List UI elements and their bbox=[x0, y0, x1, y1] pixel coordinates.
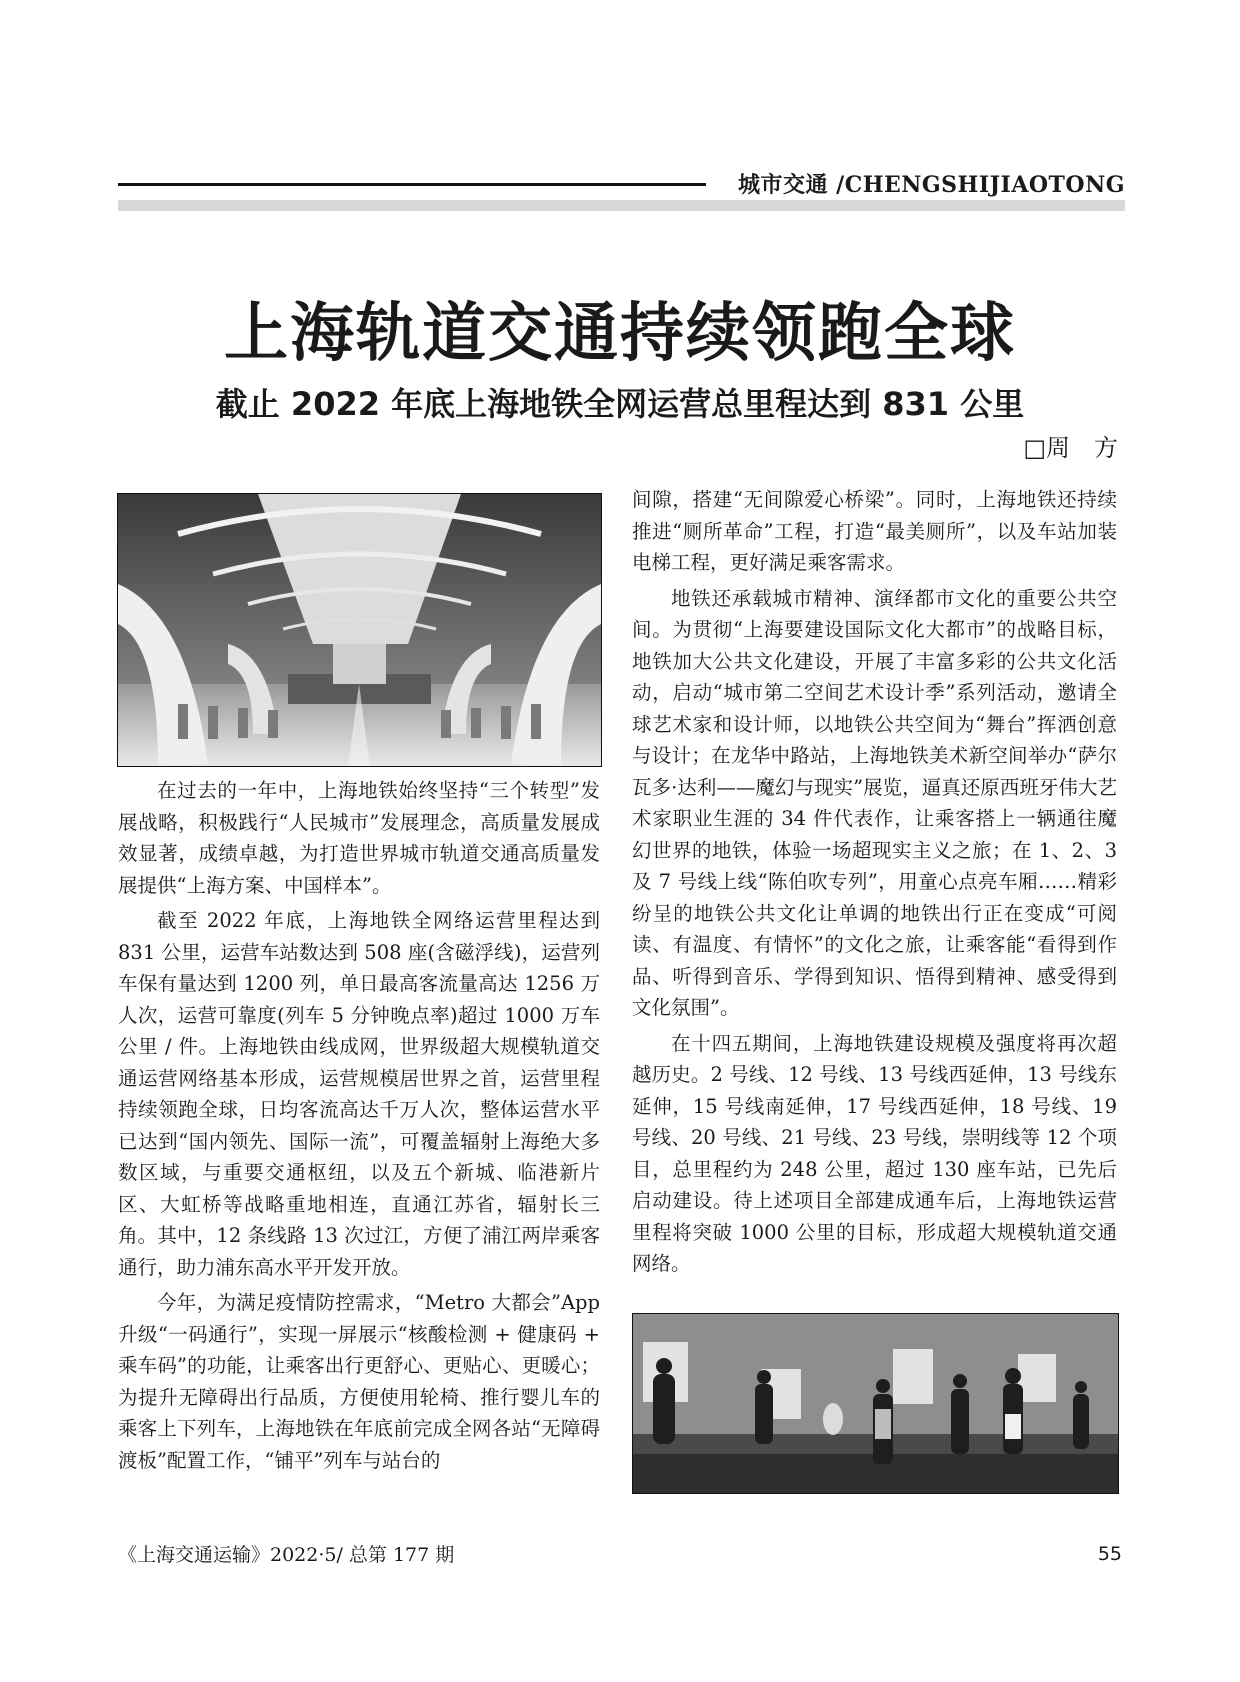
article-author: □周 方 bbox=[1023, 434, 1118, 462]
paragraph: 今年，为满足疫情防控需求，“Metro 大都会”App 升级“一码通行”，实现一屏展示“核酸检测 + 健康码 + 乘车码”的功能，让乘客出行更舒心、更贴心、更暖心；为提升无障碍出行品质，方便使用轮椅、推行婴儿车的乘客上下列车，上海地铁在年底前完成全网各站“无障碍渡板”配置工作，“铺平”列车与站台的 bbox=[118, 1291, 600, 1472]
paragraph: 在十四五期间，上海地铁建设规模及强度将再次超越历史。2 号线、12 号线、13 号线西延伸，13 号线东延伸，15 号线南延伸，17 号线西延伸，18 号线、19 号线、20 号线、21 号线、23 号线，崇明线等 12 个项目，总里程约为 248 公里，超过 130 座车站，已先后启动建设。待上述项目全部建成通车后，上海地铁运营里程将突破 1000 公里的目标，形成超大规模轨道交通网络。 bbox=[632, 1031, 1117, 1275]
right-column bbox=[632, 484, 1117, 1284]
journal-citation: 《上海交通运输》2022·5/ 总第 177 期 bbox=[118, 1544, 455, 1566]
left-column bbox=[118, 775, 600, 1480]
article-title: 上海轨道交通持续领跑全球 bbox=[224, 296, 1016, 371]
page-number: 55 bbox=[1097, 1543, 1122, 1565]
exhibition-photo bbox=[632, 1313, 1119, 1494]
paragraph-continuation: 间隙，搭建“无间隙爱心桥梁”。同时，上海地铁还持续推进“厕所革命”工程，打造“最美厕所”，以及车站加装电梯工程，更好满足乘客需求。 bbox=[632, 488, 1117, 574]
paragraph: 地铁还承载城市精神、演绎都市文化的重要公共空间。为贯彻“上海要建设国际文化大都市”的战略目标，地铁加大公共文化建设，开展了丰富多彩的公共文化活动，启动“城市第二空间艺术设计季”系列活动，邀请全球艺术家和设计师，以地铁公共空间为“舞台”挥洒创意与设计；在龙华中路站，上海地铁美术新空间举办“萨尔瓦多·达利——魔幻与现实”展览，逼真还原西班牙伟大艺术家职业生涯的 34 件代表作，让乘客搭上一辆通往魔幻世界的地铁，体验一场超现实主义之旅；在 1、2、3 及 7 号线上线“陈伯吹专列”，用童心点亮车厢……精彩纷呈的地铁公共文化让单调的地铁出行正在变成“可阅读、有温度、有情怀”的文化之旅，让乘客能“看得到作品、听得到音乐、学得到知识、悟得到精神、感受得到文化氛围”。 bbox=[632, 586, 1117, 1019]
section-label: 城市交通 /CHENGSHIJIAOTONG bbox=[738, 172, 1125, 198]
header-rule bbox=[118, 183, 706, 186]
paragraph: 在过去的一年中，上海地铁始终坚持“三个转型”发展战略，积极践行“人民城市”发展理念，高质量发展成效显著，成绩卓越，为打造世界城市轨道交通高质量发展提供“上海方案、中国样本”。 bbox=[118, 779, 600, 897]
metro-station-photo bbox=[117, 493, 602, 767]
paragraph: 截至 2022 年底，上海地铁全网络运营里程达到 831 公里，运营车站数达到 508 座(含磁浮线)，运营列车保有量达到 1200 列，单日最高客流量高达 1256 万人次，运营可靠度(列车 5 分钟晚点率)超过 1000 万车公里 / 件。上海地铁由线成网，世界级超大规模轨道交通运营网络基本形成，运营规模居世界之首，运营里程持续领跑全球，日均客流高达千万人次，整体运营水平已达到“国内领先、国际一流”，可覆盖辐射上海绝大多数区域，与重要交通枢纽，以及五个新城、临港新片区、大虹桥等战略重地相连，直通江苏省，辐射长三角。其中，12 条线路 13 次过江，方便了浦江两岸乘客通行，助力浦东高水平开发开放。 bbox=[118, 909, 600, 1279]
header-band bbox=[118, 200, 1125, 211]
article-subtitle: 截止 2022 年底上海地铁全网运营总里程达到 831 公里 bbox=[215, 385, 1025, 423]
